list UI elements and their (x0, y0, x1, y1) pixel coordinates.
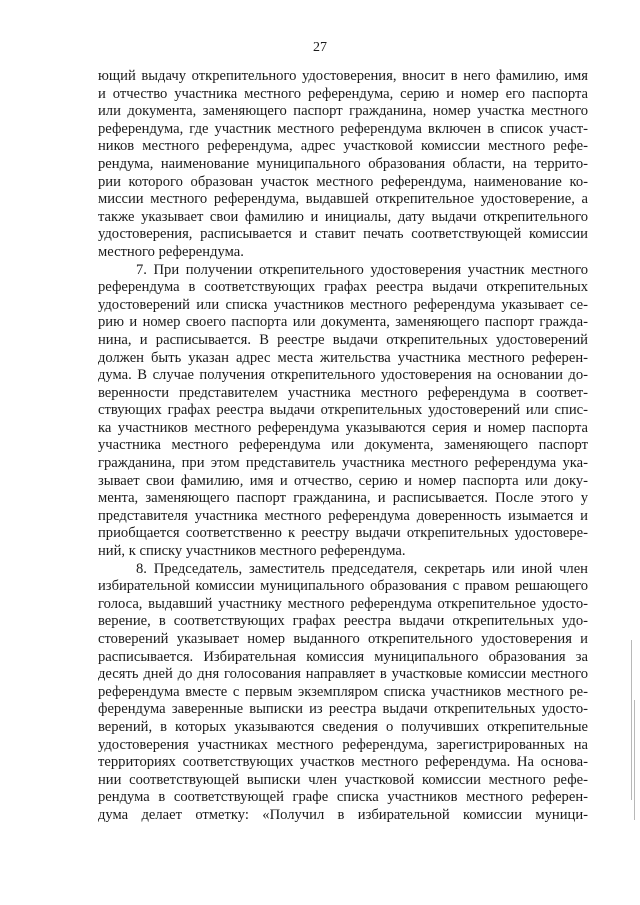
text-line: удостоверений или списка участников местного референдума указывает се- (98, 296, 588, 313)
text-line: 8. Председатель, заместитель председателя, секретарь или иной член (136, 560, 588, 577)
text-line: стоверений указывает номер выданного открепительного удостоверения и (98, 631, 588, 647)
text-line: представителя участника местного референдума доверенность изымается и (98, 507, 588, 524)
text-line: избирательной комиссии муниципального образования с правом решающего (98, 578, 588, 595)
text-line: участника местного референдума или документа, заменяющего паспорт (98, 437, 588, 454)
text-line: местного референдума. (98, 243, 244, 260)
scan-edge-mark (631, 640, 632, 800)
text-line: удостоверения участниках местного референдума, зарегистрированных на (98, 736, 588, 753)
text-line: 7. При получении открепительного удостоверения участник местного (136, 261, 588, 278)
text-line: территориях соответствующих участков местного референдума. На основа- (98, 754, 588, 771)
text-line: рию и номер своего паспорта или документа, заменяющего паспорт гражда- (98, 314, 588, 331)
text-line: миссии местного референдума, выдавшей открепительное удостоверение, а (98, 191, 588, 208)
text-line: референдума вместе с первым экземпляром списка участников местного ре- (98, 683, 588, 700)
text-line: рендума в соответствующей графе списка участников местного референ- (98, 789, 588, 806)
scan-edge-mark (634, 700, 635, 820)
text-line: ствующих графах реестра выдачи открепительных удостоверений или спис- (98, 402, 588, 419)
text-line: ний, к списку участников местного референдума. (98, 543, 406, 560)
text-line: ников местного референдума, адрес участковой комиссии местного рефе- (98, 138, 588, 155)
text-line: приобщается соответственно к реестру выдачи открепительных удостовере- (98, 525, 588, 542)
text-line: рендума, наименование муниципального образования области, на террито- (98, 155, 588, 172)
text-line: должен быть указан адрес места жительства участника местного референ- (98, 349, 588, 366)
text-line: расписывается. Избирательная комиссия муниципального образования за (98, 648, 588, 665)
text-line: или документа, заменяющего паспорт гражданина, номер участка местного (98, 103, 588, 120)
page-number: 27 (313, 40, 327, 55)
text-line: голоса, выдавший участнику местного референдума открепительное удосто- (98, 595, 588, 612)
text-line: рии которого образован участок местного референдума, наименование ко- (98, 173, 588, 190)
text-line: зывает свои фамилию, имя и отчество, серию и номер паспорта или доку- (98, 472, 588, 489)
text-line: верений, в которых указываются сведения о получивших открепительные (98, 718, 588, 735)
text-line: референдума, где участник местного референдума включен в список участ- (98, 120, 588, 137)
text-line: ющий выдачу открепительного удостоверения, вносит в него фамилию, имя (98, 68, 588, 84)
body-text (98, 68, 588, 825)
text-line: референдума в соответствующих графах реестра выдачи открепительных (98, 279, 588, 296)
text-line: и отчество участника местного референдума, серию и номер его паспорта (98, 85, 588, 102)
text-line: ферендума заверенные выписки из реестра выдачи открепительных удосто- (98, 701, 588, 718)
text-line: ка участников местного референдума указываются серия и номер паспорта (98, 419, 588, 436)
text-line: удостоверения, расписывается и ставит печать соответствующей комиссии (98, 226, 588, 243)
text-line: дума. В случае получения открепительного удостоверения на основании до- (98, 367, 588, 384)
text-line: нина, и расписывается. В реестре выдачи открепительных удостоверений (98, 331, 588, 348)
text-line: дума делает отметку: «Получил в избирательной комиссии муници- (98, 806, 588, 823)
text-line: десять дней до дня голосования направляет в участковые комиссии местного (98, 666, 588, 683)
text-line: гражданина, при этом представитель участника местного референдума ука- (98, 455, 588, 472)
text-line: верение, в соответствующих графах реестра выдачи открепительных удо- (98, 613, 588, 630)
text-line: мента, заменяющего паспорт гражданина, и расписывается. После этого у (98, 490, 588, 507)
text-line: веренности представителем участника местного референдума в соответ- (98, 384, 588, 401)
text-line: нии соответствующей выписки член участковой комиссии местного рефе- (98, 771, 588, 788)
text-line: также указывает свои фамилию и инициалы, дату выдачи открепительного (98, 208, 588, 225)
